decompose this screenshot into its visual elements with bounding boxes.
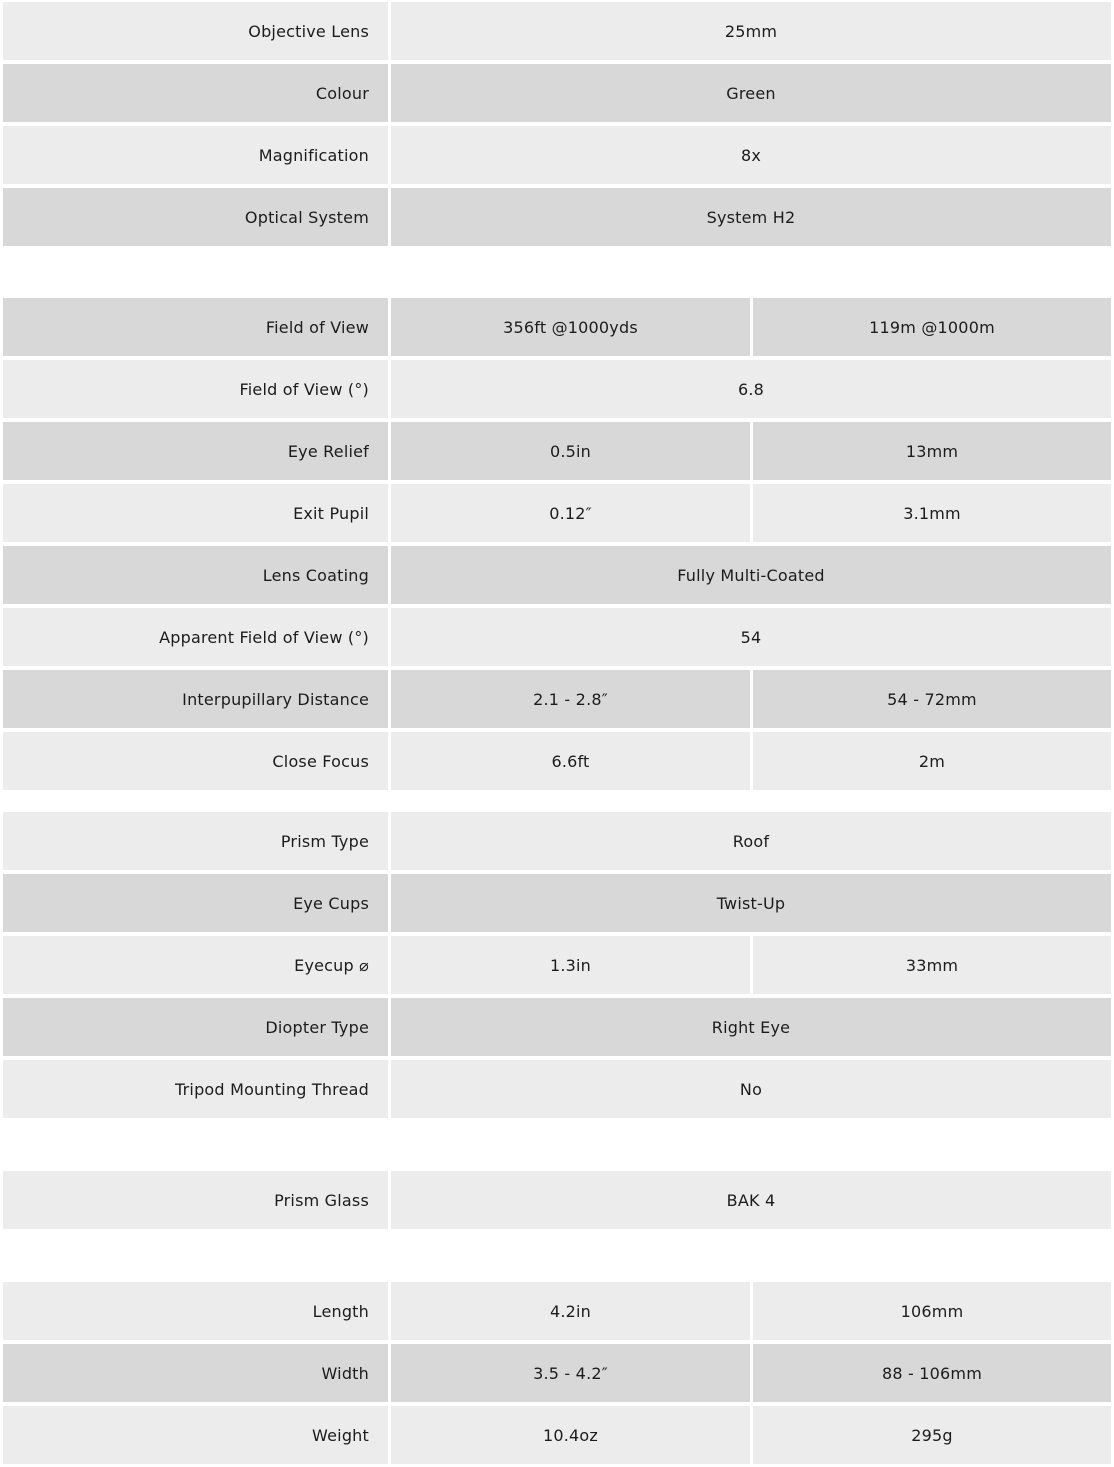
spec-row-close-focus <box>0 730 1114 792</box>
spec-label: Interpupillary Distance <box>3 670 388 728</box>
spec-label: Diopter Type <box>3 998 388 1056</box>
spec-row-lens-coating <box>0 544 1114 606</box>
spec-row-eyecup-diameter <box>0 934 1114 996</box>
spec-value: Right Eye <box>391 998 1111 1056</box>
spec-value: Fully Multi-Coated <box>391 546 1111 604</box>
spec-row-eye-relief <box>0 420 1114 482</box>
spec-label: Field of View (°) <box>3 360 388 418</box>
spec-label: Objective Lens <box>3 2 388 60</box>
spec-row-exit-pupil <box>0 482 1114 544</box>
spec-value-metric: 3.1mm <box>753 484 1111 542</box>
spec-row-optical-system <box>0 186 1114 248</box>
spec-value: 54 <box>391 608 1111 666</box>
spec-label: Field of View <box>3 298 388 356</box>
spec-row-colour <box>0 62 1114 124</box>
spec-value: BAK 4 <box>391 1171 1111 1229</box>
spec-row-field-of-view <box>0 296 1114 358</box>
spec-value-imperial: 2.1 - 2.8″ <box>391 670 750 728</box>
spec-value-imperial: 0.12″ <box>391 484 750 542</box>
spec-value-metric: 295g <box>753 1406 1111 1464</box>
spec-value-imperial: 3.5 - 4.2″ <box>391 1344 750 1402</box>
spec-value-metric: 2m <box>753 732 1111 790</box>
spec-row-diopter-type <box>0 996 1114 1058</box>
spec-value: Green <box>391 64 1111 122</box>
spec-label: Prism Glass <box>3 1171 388 1229</box>
spec-value-imperial: 6.6ft <box>391 732 750 790</box>
spec-value-metric: 33mm <box>753 936 1111 994</box>
spec-value-metric: 119m @1000m <box>753 298 1111 356</box>
spec-value: No <box>391 1060 1111 1118</box>
spec-row-prism-glass <box>0 1169 1114 1231</box>
spec-row-objective-lens <box>0 0 1114 62</box>
spec-value: 8x <box>391 126 1111 184</box>
spec-label: Weight <box>3 1406 388 1464</box>
spec-group-dimensions <box>0 1280 1114 1466</box>
spec-label: Magnification <box>3 126 388 184</box>
spec-value: System H2 <box>391 188 1111 246</box>
spec-value-metric: 54 - 72mm <box>753 670 1111 728</box>
spec-label: Exit Pupil <box>3 484 388 542</box>
spec-label: Colour <box>3 64 388 122</box>
spec-label: Close Focus <box>3 732 388 790</box>
spec-label: Eye Cups <box>3 874 388 932</box>
spec-row-field-of-view-degrees <box>0 358 1114 420</box>
spec-value: Twist-Up <box>391 874 1111 932</box>
spec-row-width <box>0 1342 1114 1404</box>
spec-row-length <box>0 1280 1114 1342</box>
spec-label: Tripod Mounting Thread <box>3 1060 388 1118</box>
spec-label: Width <box>3 1344 388 1402</box>
spec-value-imperial: 356ft @1000yds <box>391 298 750 356</box>
spec-row-weight <box>0 1404 1114 1466</box>
spec-row-prism-type <box>0 810 1114 872</box>
spec-group-optics <box>0 0 1114 248</box>
spec-value-imperial: 10.4oz <box>391 1406 750 1464</box>
spec-label: Length <box>3 1282 388 1340</box>
spec-value-metric: 106mm <box>753 1282 1111 1340</box>
spec-value: Roof <box>391 812 1111 870</box>
spec-group-view <box>0 296 1114 792</box>
spec-value-metric: 88 - 106mm <box>753 1344 1111 1402</box>
spec-row-eye-cups <box>0 872 1114 934</box>
spec-value: 25mm <box>391 2 1111 60</box>
spec-value-imperial: 4.2in <box>391 1282 750 1340</box>
spec-label: Eyecup ⌀ <box>3 936 388 994</box>
spec-label: Prism Type <box>3 812 388 870</box>
spec-label: Optical System <box>3 188 388 246</box>
spec-row-apparent-field-of-view <box>0 606 1114 668</box>
spec-label: Apparent Field of View (°) <box>3 608 388 666</box>
spec-row-magnification <box>0 124 1114 186</box>
spec-row-interpupillary-distance <box>0 668 1114 730</box>
spec-value-metric: 13mm <box>753 422 1111 480</box>
spec-value: 6.8 <box>391 360 1111 418</box>
spec-group-build <box>0 810 1114 1120</box>
spec-value-imperial: 0.5in <box>391 422 750 480</box>
spec-row-tripod-mounting-thread <box>0 1058 1114 1120</box>
spec-group-glass <box>0 1169 1114 1231</box>
spec-label: Eye Relief <box>3 422 388 480</box>
spec-label: Lens Coating <box>3 546 388 604</box>
spec-value-imperial: 1.3in <box>391 936 750 994</box>
